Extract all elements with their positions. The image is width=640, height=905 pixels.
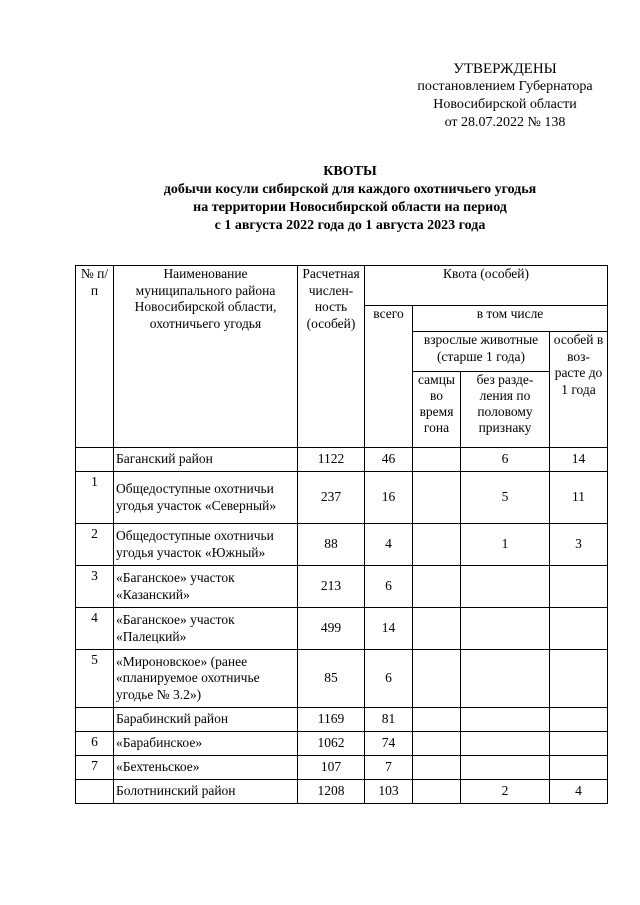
cell-males — [413, 756, 461, 780]
cell-total: 16 — [365, 472, 413, 524]
header-adults: взрослые животные (старше 1 года) — [413, 332, 550, 372]
header-num: № п/п — [76, 266, 114, 448]
cell-num — [76, 708, 114, 732]
cell-total: 103 — [365, 780, 413, 804]
title-period: с 1 августа 2022 года до 1 августа 2023 года — [214, 218, 486, 233]
cell-num — [76, 780, 114, 804]
cell-name: Болотнинский район — [114, 780, 298, 804]
cell-calc: 88 — [298, 524, 365, 566]
cell-total: 46 — [365, 448, 413, 472]
document-title — [40, 163, 640, 235]
header-males: самцы во время гона — [413, 372, 461, 448]
header-no-sex: без разде-ления по половому признаку — [461, 372, 550, 448]
cell-num: 1 — [76, 472, 114, 524]
cell-name: «Баганское» участок «Казанский» — [114, 566, 298, 608]
cell-males — [413, 732, 461, 756]
cell-nosex: 6 — [461, 448, 550, 472]
cell-young — [550, 608, 608, 650]
cell-num: 3 — [76, 566, 114, 608]
table-header — [76, 266, 608, 448]
cell-calc: 213 — [298, 566, 365, 608]
cell-num: 2 — [76, 524, 114, 566]
cell-young — [550, 650, 608, 708]
table-row — [76, 472, 608, 524]
quota-table — [75, 265, 608, 804]
cell-nosex: 1 — [461, 524, 550, 566]
approval-line-region: Новосибирской области — [433, 97, 577, 112]
cell-young — [550, 732, 608, 756]
cell-nosex: 2 — [461, 780, 550, 804]
cell-nosex — [461, 732, 550, 756]
cell-total: 4 — [365, 524, 413, 566]
title-territory: на территории Новосибирской области на период — [193, 200, 507, 215]
approval-line-date: от 28.07.2022 № 138 — [444, 115, 566, 130]
cell-total: 6 — [365, 650, 413, 708]
cell-nosex — [461, 756, 550, 780]
cell-num: 6 — [76, 732, 114, 756]
cell-young — [550, 566, 608, 608]
cell-males — [413, 608, 461, 650]
cell-name: Общедоступные охотничьи угодья участок «Северный» — [114, 472, 298, 524]
cell-nosex — [461, 650, 550, 708]
cell-num: 4 — [76, 608, 114, 650]
cell-nosex: 5 — [461, 472, 550, 524]
cell-males — [413, 524, 461, 566]
cell-young: 4 — [550, 780, 608, 804]
cell-name: Баганский район — [114, 448, 298, 472]
table-row — [76, 780, 608, 804]
cell-calc: 107 — [298, 756, 365, 780]
title-heading: КВОТЫ — [323, 164, 377, 179]
table-row — [76, 708, 608, 732]
table-row — [76, 566, 608, 608]
header-name: Наименование муниципального района Новосибирской области, охотничьего угодья — [114, 266, 298, 448]
cell-males — [413, 780, 461, 804]
cell-name: Барабинский район — [114, 708, 298, 732]
table-row — [76, 524, 608, 566]
cell-total: 81 — [365, 708, 413, 732]
cell-name: «Баганское» участок «Палецкий» — [114, 608, 298, 650]
cell-young: 3 — [550, 524, 608, 566]
cell-males — [413, 708, 461, 732]
cell-total: 7 — [365, 756, 413, 780]
cell-young: 14 — [550, 448, 608, 472]
table-body — [76, 448, 608, 804]
table-row — [76, 732, 608, 756]
cell-calc: 1062 — [298, 732, 365, 756]
header-including: в том числе — [413, 306, 608, 332]
header-quota: Квота (особей) — [365, 266, 608, 306]
cell-males — [413, 472, 461, 524]
approval-heading: УТВЕРЖДЕНЫ — [453, 61, 557, 77]
cell-calc: 237 — [298, 472, 365, 524]
cell-nosex — [461, 608, 550, 650]
cell-name: «Барабинское» — [114, 732, 298, 756]
cell-name: «Мироновское» (ранее «планируемое охотничье угодье № 3.2») — [114, 650, 298, 708]
cell-num — [76, 448, 114, 472]
cell-young — [550, 756, 608, 780]
cell-name: Общедоступные охотничьи угодья участок «Южный» — [114, 524, 298, 566]
header-young: особей в воз-расте до 1 года — [550, 332, 608, 448]
table-row — [76, 756, 608, 780]
cell-num: 7 — [76, 756, 114, 780]
header-calc: Расчетная числен-ность (особей) — [298, 266, 365, 448]
cell-calc: 1169 — [298, 708, 365, 732]
cell-young — [550, 708, 608, 732]
cell-males — [413, 448, 461, 472]
cell-calc: 499 — [298, 608, 365, 650]
table-row — [76, 608, 608, 650]
cell-young: 11 — [550, 472, 608, 524]
title-subject: добычи косули сибирской для каждого охотничьего угодья — [163, 182, 537, 197]
cell-calc: 1122 — [298, 448, 365, 472]
cell-total: 74 — [365, 732, 413, 756]
cell-calc: 85 — [298, 650, 365, 708]
cell-total: 6 — [365, 566, 413, 608]
header-total: всего — [365, 306, 413, 448]
approval-block — [395, 60, 615, 132]
cell-nosex — [461, 566, 550, 608]
table-row — [76, 650, 608, 708]
approval-line-decree: постановлением Губернатора — [417, 79, 593, 94]
cell-males — [413, 566, 461, 608]
cell-calc: 1208 — [298, 780, 365, 804]
table-row — [76, 448, 608, 472]
cell-nosex — [461, 708, 550, 732]
cell-num: 5 — [76, 650, 114, 708]
cell-name: «Бехтеньское» — [114, 756, 298, 780]
cell-total: 14 — [365, 608, 413, 650]
cell-males — [413, 650, 461, 708]
